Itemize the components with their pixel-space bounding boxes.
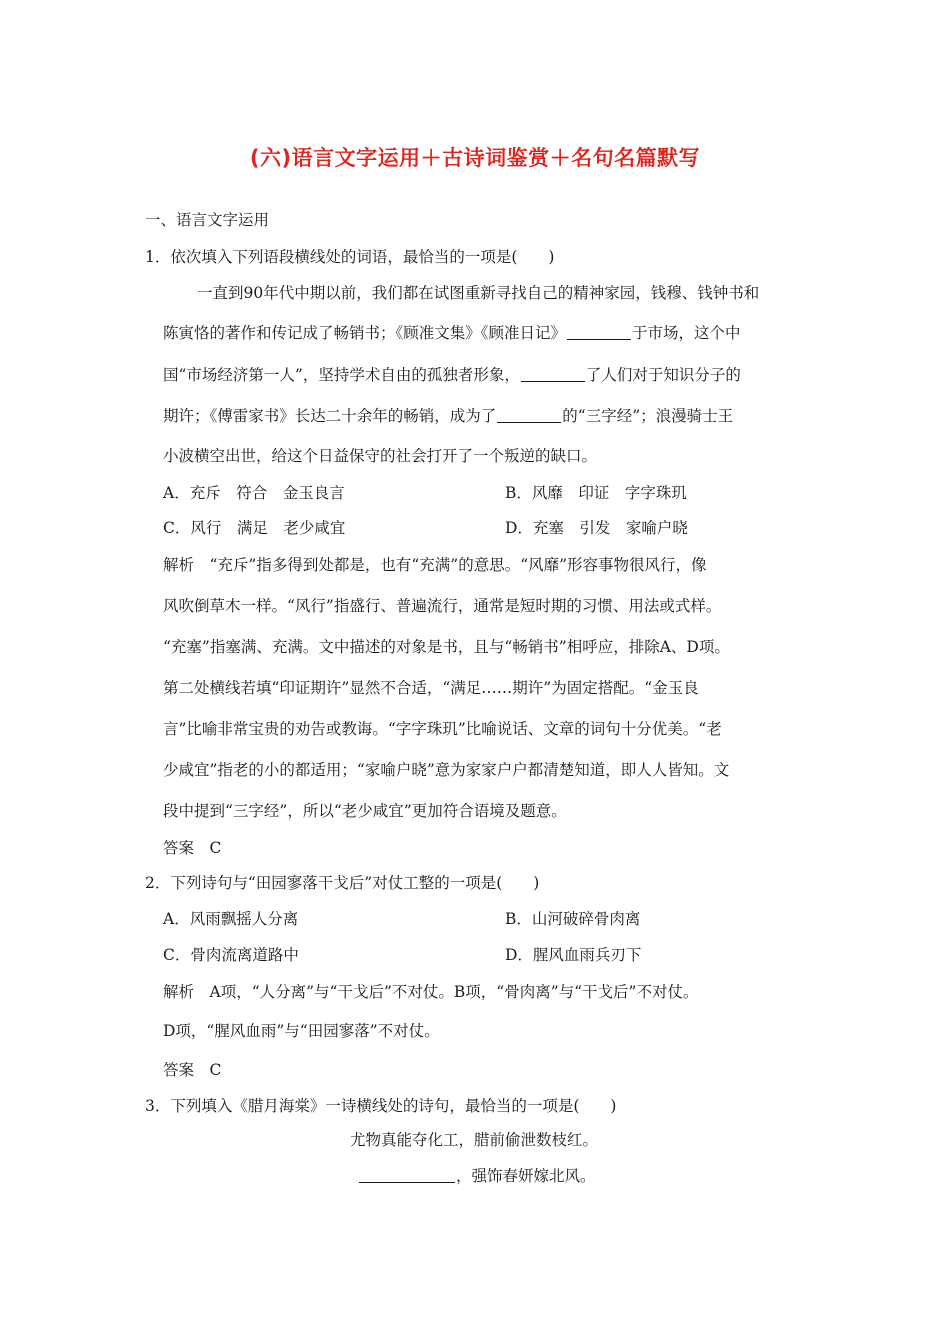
poem-line: 尤物真能夺化工，腊前偷泄数枝红。 <box>350 1131 599 1149</box>
option-b: B．风靡 印证 字字珠玑 <box>505 484 687 502</box>
option-b: B．山河破碎骨肉离 <box>505 910 641 928</box>
option-a: A．充斥 符合 金玉良言 <box>163 484 345 502</box>
analysis-line: 解析 A项，“人分离”与“干戈后”不对仗。B项，“骨肉离”与“干戈后”不对仗。 <box>163 983 699 1001</box>
analysis-line: 第二处横线若填“印证期许”显然不合适，“满足……期许”为固定搭配。“金玉良 <box>163 679 699 697</box>
answer-line: 答案 C <box>163 1061 222 1079</box>
option-d: D．充塞 引发 家喻户晓 <box>505 519 688 537</box>
question-3-stem: 3．下列填入《腊月海棠》一诗横线处的诗句，最恰当的一项是( ) <box>145 1097 617 1115</box>
fill-blank <box>521 367 585 382</box>
option-a: A．风雨飘摇人分离 <box>163 910 299 928</box>
fill-blank <box>497 408 561 423</box>
analysis-line: 段中提到“三字经”，所以“老少咸宜”更加符合语境及题意。 <box>163 802 567 820</box>
option-c: C．风行 满足 老少咸宜 <box>163 519 346 537</box>
analysis-line: 少咸宜”指老的小的都适用；“家喻户晓”意为家家户户都清楚知道，即人人皆知。文 <box>163 761 730 779</box>
fill-blank <box>567 325 631 340</box>
poem-line: ，强饰春妍嫁北风。 <box>358 1166 596 1186</box>
passage-line: 陈寅恪的著作和传记成了畅销书；《顾准文集》《顾准日记》 于市场，这个中 <box>163 324 741 342</box>
analysis-line: 解析 “充斥”指多得到处都是，也有“充满”的意思。“风靡”形容事物很风行，像 <box>163 556 707 574</box>
option-d: D．腥风血雨兵刃下 <box>505 946 642 964</box>
passage-line: 国“市场经济第一人”，坚持学术自由的孤独者形象， 了人们对于知识分子的 <box>163 366 741 384</box>
answer-line: 答案 C <box>163 839 222 857</box>
section-heading: 一、语言文字运用 <box>145 211 270 229</box>
option-c: C．骨肉流离道路中 <box>163 946 299 964</box>
passage-line: 期许；《傅雷家书》长达二十余年的畅销，成为了 的“三字经”；浪漫骑士王 <box>163 407 734 425</box>
analysis-line: 言”比喻非常宝贵的劝告或教诲。“字字珠玑”比喻说话、文章的词句十分优美。“老 <box>163 720 722 738</box>
question-1-stem: 1．依次填入下列语段横线处的词语，最恰当的一项是( ) <box>145 248 555 266</box>
page-title: (六)语言文字运用＋古诗词鉴赏＋名句名篇默写 <box>249 146 701 170</box>
analysis-line: 风吹倒草木一样。“风行”指盛行、普遍流行，通常是短时期的习惯、用法或式样。 <box>163 597 722 615</box>
passage-line: 一直到90年代中期以前，我们都在试图重新寻找自己的精神家园，钱穆、钱钟书和 <box>197 284 760 302</box>
analysis-line: “充塞”指塞满、充满。文中描述的对象是书，且与“畅销书”相呼应，排除A、D项。 <box>163 638 730 656</box>
passage-line: 小波横空出世，给这个日益保守的社会打开了一个叛逆的缺口。 <box>163 447 598 465</box>
question-2-stem: 2．下列诗句与“田园寥落干戈后”对仗工整的一项是( ) <box>145 874 540 892</box>
analysis-line: D项，“腥风血雨”与“田园寥落”不对仗。 <box>163 1022 440 1040</box>
fill-blank <box>359 1168 455 1183</box>
